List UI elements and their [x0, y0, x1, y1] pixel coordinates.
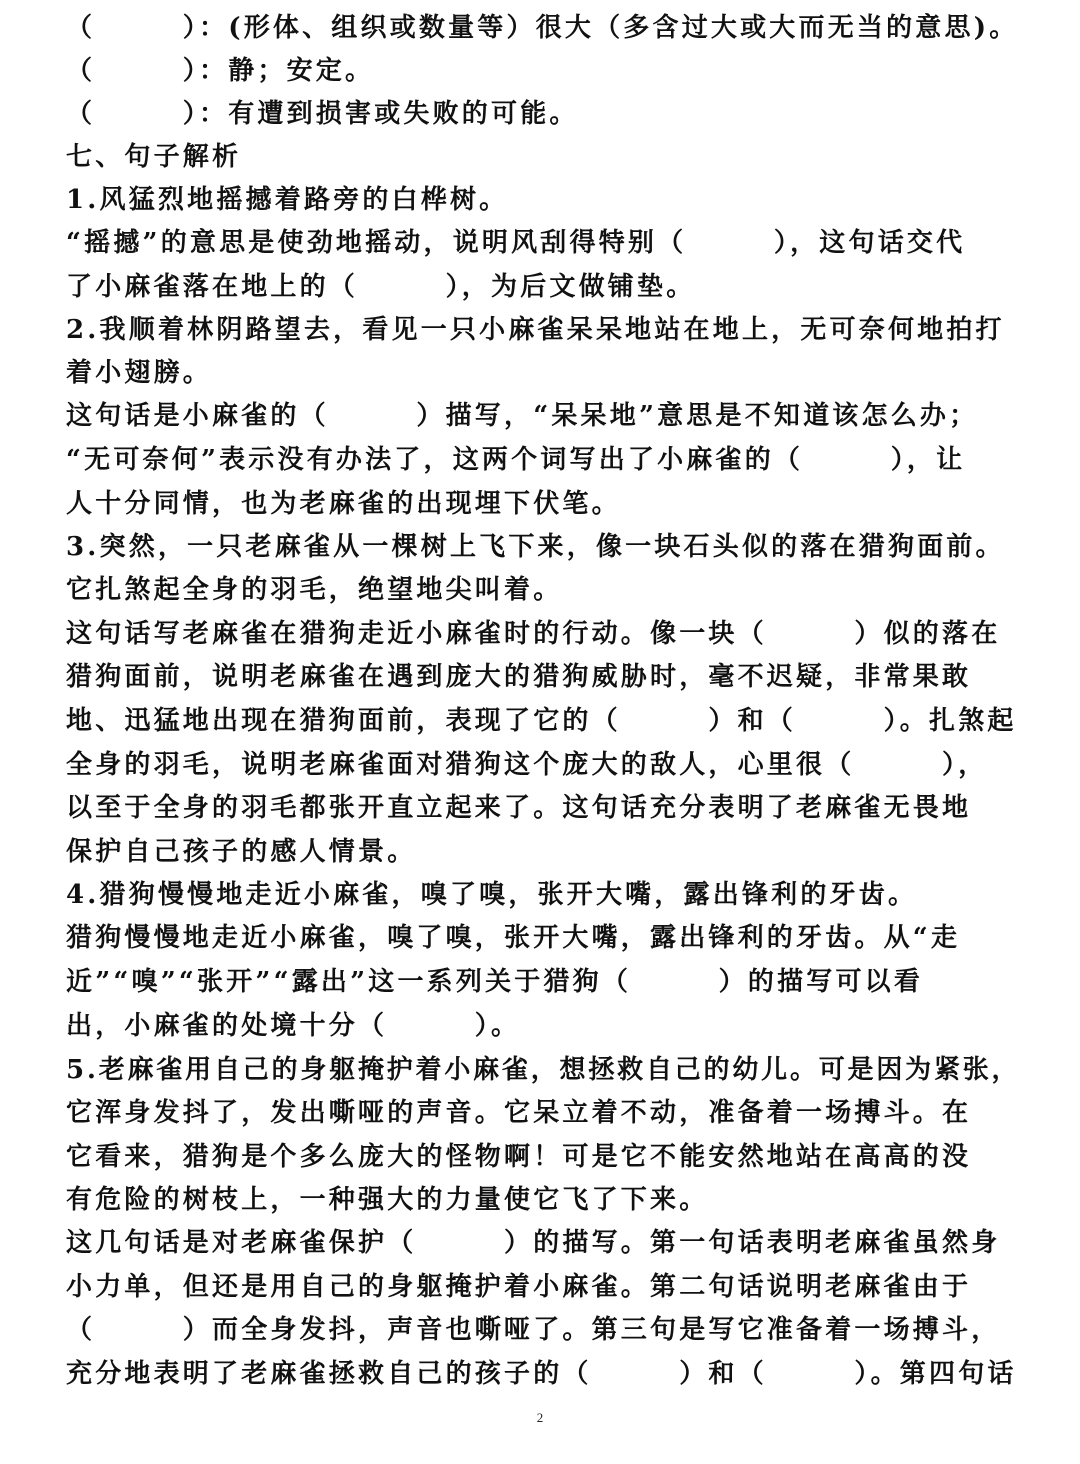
sentence-5-analysis: 充分地表明了老麻雀拯救自己的孩子的（ ）和（ ）。第四句话: [66, 1359, 1017, 1389]
sentence-3-analysis: 猎狗面前，说明老麻雀在遇到庞大的猎狗威胁时，毫不迟疑，非常果敢: [66, 662, 972, 692]
sentence-3-analysis: 保护自己孩子的感人情景。: [66, 837, 417, 867]
sentence-1-analysis: 了小麻雀落在地上的（ ），为后文做铺垫。: [66, 272, 696, 302]
sentence-1-analysis: “摇撼”的意思是使劲地摇动，说明风刮得特别（ ），这句话交代: [66, 228, 966, 258]
sentence-3-text: 3.突然，一只老麻雀从一棵树上飞下来，像一块石头似的落在猎狗面前。: [66, 532, 1005, 562]
section-heading: 七、句子解析: [66, 142, 242, 172]
sentence-5-analysis: （ ）而全身发抖，声音也嘶哑了。第三句是写它准备着一场搏斗，: [66, 1315, 1001, 1345]
sentence-4-analysis: 猎狗慢慢地走近小麻雀，嗅了嗅，张开大嘴，露出锋利的牙齿。从“走: [66, 923, 961, 953]
sentence-5-analysis: 小力单，但还是用自己的身躯掩护着小麻雀。第二句话说明老麻雀由于: [66, 1272, 972, 1302]
sentence-3-analysis: 这句话写老麻雀在猎狗走近小麻雀时的行动。像一块（ ）似的落在: [66, 619, 1001, 649]
page-number: 2: [536, 1410, 544, 1425]
sentence-5-text: 它看来，猎狗是个多么庞大的怪物啊！可是它不能安然地站在高高的没: [66, 1142, 972, 1172]
sentence-2-analysis: 人十分同情，也为老麻雀的出现埋下伏笔。: [66, 489, 621, 519]
sentence-3-analysis: 以至于全身的羽毛都张开直立起来了。这句话充分表明了老麻雀无畏地: [66, 793, 972, 823]
sentence-5-text: 5.老麻雀用自己的身躯掩护着小麻雀，想拯救自己的幼儿。可是因为紧张，: [66, 1055, 1021, 1085]
sentence-5-text: 有危险的树枝上，一种强大的力量使它飞了下来。: [66, 1185, 709, 1215]
definition-line-calm: （ ）：静；安定。: [66, 56, 375, 86]
sentence-2-analysis: 这句话是小麻雀的（ ）描写，“呆呆地”意思是不知道该怎么办；: [66, 401, 979, 431]
sentence-4-analysis: 近”“嗅”“张开”“露出”这一系列关于猎狗（ ）的描写可以看: [66, 967, 924, 997]
sentence-2-analysis: “无可奈何”表示没有办法了，这两个词写出了小麻雀的（ ），让: [66, 445, 966, 475]
sentence-3-text: 它扎煞起全身的羽毛，绝望地尖叫着。: [66, 575, 563, 605]
definition-line-large: （ ）：(形体、组织或数量等）很大（多含过大或大而无当的意思)。: [66, 13, 1019, 43]
sentence-3-analysis: 全身的羽毛，说明老麻雀面对猎狗这个庞大的敌人，心里很（ ），: [66, 750, 988, 780]
sentence-3-analysis: 地、迅猛地出现在猎狗面前，表现了它的（ ）和（ ）。扎煞起: [66, 706, 1017, 736]
sentence-5-text: 它浑身发抖了，发出嘶哑的声音。它呆立着不动，准备着一场搏斗。在: [66, 1098, 972, 1128]
sentence-4-text: 4.猎狗慢慢地走近小麻雀，嗅了嗅，张开大嘴，露出锋利的牙齿。: [66, 880, 918, 910]
sentence-5-analysis: 这几句话是对老麻雀保护（ ）的描写。第一句话表明老麻雀虽然身: [66, 1228, 1001, 1258]
sentence-2-text: 2.我顺着林阴路望去，看见一只小麻雀呆呆地站在地上，无可奈何地拍打: [66, 315, 1005, 345]
definition-line-danger: （ ）：有遭到损害或失败的可能。: [66, 99, 579, 129]
sentence-1-text: 1.风猛烈地摇撼着路旁的白桦树。: [66, 185, 509, 215]
sentence-2-text: 着小翅膀。: [66, 358, 213, 388]
sentence-4-analysis: 出，小麻雀的处境十分（ ）。: [66, 1011, 521, 1041]
